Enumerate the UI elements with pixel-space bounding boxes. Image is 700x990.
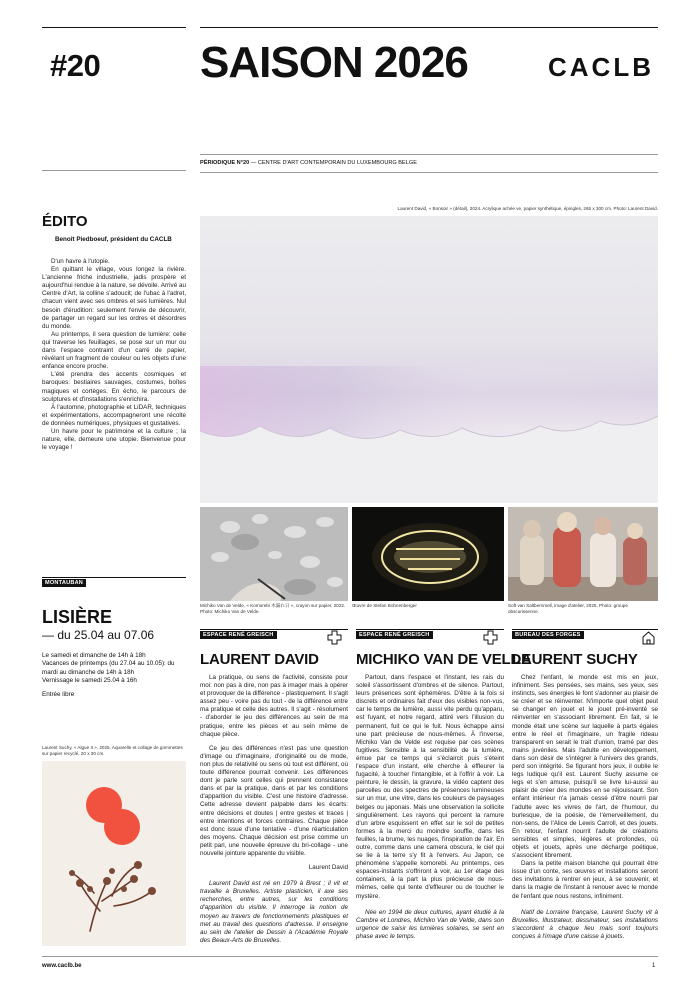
- edito-body: [42, 258, 186, 452]
- col3-body: [512, 674, 658, 941]
- lisiere-title: LISIÈRE: [42, 607, 113, 627]
- photo-figurines: [508, 507, 658, 601]
- photo-mid-caption: Œuvre de Stefan Bohnenberger: [352, 603, 417, 608]
- lisiere-holiday-hours: Vacances de printemps (du 27.04 au 10.05): du mardi au dimanche de 14h à 18h: [42, 660, 175, 676]
- edito-paragraph: Au printemps, il sera question de lumière: celle qui traverse les feuillages, se pose sur un mur ou dans l'espace contraint d'un carré de papier, révélant un fragment de couleur ou les objets d'une enfance encore proche.: [42, 330, 186, 371]
- lisiere-rule: [42, 577, 186, 578]
- season-title: SAISON 2026: [200, 38, 468, 87]
- periodical-rule-top: [200, 154, 658, 155]
- edito-title: ÉDITO: [42, 213, 88, 230]
- col1-bio: Laurent David est né en 1979 à Brest ; il vit et travaille à Bruxelles. Artiste plasticien, il axe ses recherches, entre autres, sur les conditions d'apparition du visible. Il interroge la notion de moyen au travers de fonctionnements plastiques et met au travail des questions d'adresse. Il enseigne au sein de l'atelier de Dessin à l'Académie Royale des Beaux-Arts de Bruxelles.: [200, 880, 348, 944]
- col1-body: [200, 674, 348, 945]
- lisiere-info: [42, 652, 192, 699]
- col3-paragraph: Chez l'enfant, le monde est mis en jeux, infiniment. Ses pensées, ses mains, ses yeux, ses instincts, ses énergies le font s'adonner au plaisir de se créer et se réinventer. N'importe quel objet peut se changer en jouet et le jouet pré-inventé se réinventer en s'associant librement. En fait, si le monde était une scène sur laquelle à parts égales entre le réel et l'imaginaire, un fragile rideau transparent en serait le trait d'union, tramé par des mains juvéniles. Mais l'adulte en développement, dans son désir de s'intégrer à l'univers des grands, perd son intégrité. Se figurant hors jeux, il oublie le legs ludique qu'il est. Laurent Suchy assume ce legs et s'en amuse, puisqu'il se livre lui-aussi au plaisir de créer des mondes en se réjouissant. Son enfant intérieur n'a jamais cessé d'être nourri par l'adulte avec les vivres de l'art, de l'humour, du burlesque, de la poésie, de l'émerveillement, du non-sens, de l'Alice de Lewis Carroll, et des jouets. En retour, l'enfant nourrit l'adulte de créations sensibles et simples, légères et profondes, où objets et jouets, après une décharge poétique, s'associent librement.: [512, 674, 658, 860]
- col1-signature: Laurent David: [308, 864, 348, 872]
- periodical-label: PÉRIODIQUE N°20: [200, 160, 250, 166]
- caclb-logo: CACLB: [548, 52, 654, 82]
- edito-author: Benoît Piedboeuf, président du CACLB: [55, 236, 172, 243]
- house-icon: [641, 630, 656, 645]
- col2-bio: Née en 1994 de deux cultures, ayant étudié à la Cambre et Londres, Michiko Van de Velde, dans son urgence de saisir les lumières solaires, se sent en phase avec le temps.: [356, 908, 504, 940]
- col1-tag: ESPACE RENÉ GREISCH: [200, 631, 277, 639]
- col1-paragraph: La pratique, ou sens de l'activité, consiste pour moi: non pas à dire, non pas à imager mais à opérer et provoquer de la différence - plastiquement. Il s'agit assez peu - voire pas du tout - de la différence entre ma pratique et celle des autres. Il s'agit - résolument - d'aborder le jeu des différences au sein de ma pratique, entre les pièces et au sein même de chaque pièce.: [200, 674, 348, 738]
- col1-rule: [200, 629, 348, 630]
- periodical-rule-bottom: [200, 172, 658, 173]
- hero-image: [200, 216, 658, 503]
- col2-body: [356, 674, 504, 941]
- algue-artwork: [42, 761, 186, 946]
- edito-paragraph: En quittant le village, vous longez la rivière. L'ancienne friche industrielle, jadis prospère et aujourd'hui rendue à la nature, se dévoile. Arrivé au Centre d'Art, la colline s'adoucit; de l'ubac à l'adret, chacun vient avec ses ombres et ses lumières. Nul besoin d'érudition: seulement l'envie de découvrir, de partager un regard sur les ordres et désordres du monde.: [42, 266, 186, 330]
- col1-paragraph: Ce jeu des différences n'est pas une question d'image ou d'imaginaire, d'originalité ou de mode, non plus de relativité ou sens où tout est différent, où toute différence pourrait convenir. Les différences dont je parle sont celles qui prennent consistance dans et par la pratique, dans et par les conditions d'apparition du visible. C'est une histoire d'adresse. Cette adresse devient palpable dans les écarts: entre décisions et doutes | entre gestes et traces | entre intentions et forces contraires. Chaque pièce est donc issue d'une tentative - d'une réarticulation des moyens. Chaque décision est prise comme un petit pari, une nouvelle épreuve du bri-collage - une nouvelle jointure apparente du visible.: [200, 744, 348, 857]
- lisiere-vernissage: Vernissage le samedi 25.04 à 16h: [42, 677, 137, 685]
- col3-tag: BUREAU DES FORGES: [512, 631, 584, 639]
- page-number: 1: [652, 963, 656, 969]
- footer-url[interactable]: www.caclb.be: [42, 963, 82, 969]
- periodical-line: [200, 160, 417, 166]
- header-rule-left: [42, 27, 186, 28]
- cross-icon: [327, 630, 342, 645]
- cross-icon: [483, 630, 498, 645]
- col2-title: MICHIKO VAN DE VELDE: [356, 651, 531, 668]
- photo-right-caption: Soft van Saltbernmell, image d'atelier, 2025. Photo: groupe obscurissenne.: [508, 603, 628, 614]
- header-rule-right: [200, 27, 658, 28]
- lisiere-tag: MONTAUBAN: [42, 579, 86, 587]
- photo-komorebi: [200, 507, 348, 601]
- edito-paragraph: Un havre pour le patrimoine et la culture ; la nature, elle, demeure une utopie. Bienvenue pour le voyage !: [42, 427, 186, 452]
- periodical-desc: — CENTRE D'ART CONTEMPORAIN DU LUXEMBOURG BELGE: [250, 160, 417, 166]
- photo-left-caption: Michiko Van de Velde, « Komorebi 木漏れ日 », crayon sur papier, 2022. Photo: Michiko Van de Velde.: [200, 603, 346, 614]
- col2-paragraph: Partout, dans l'espace et l'instant, les rais du soleil s'assortissent d'ombres et de silence. Partout, leurs présences sont éphémères. D'être à la fois si discrets et ordinaires fait d'eux des visibles non-vus, car le temps de lumière, aussi vite perdu qu'apparu, est fuyant, et notre regard, attiré vers l'illusion du permanent, fuit ce qui le fuit. Nous échappe ainsi une part précieuse de nous-mêmes. À l'inverse, Michiko Van de Velde est requise par ces scènes fugitives. Sensible à la sensibilité de la lumière, émue par ce temps qui s'éclaircit puis s'éteint l'espace d'un instant, elle cherche à effleurer la fugacité, à toucher l'intangible, et à l'offrir à voir. La peinture, le dessin, la gravure, la vidéo captent des parcelles ou des spectres de présences lumineuses sur un mur, une vitre, dans les couleurs de paysages belges ou japonais. Mais une observation la sollicite singulièrement. Les rayons qui percent la ramure d'un arbre esquissent en effet sur le sol de petites formes à la merci du moindre souffle, dans les feuilles, la brume, les nuages, l'inspiration de l'air. En outre, comme dans une camera obscura, le ciel qui se lie à la terre s'y fit à l'envers. Au Japon, ce phénomène s'appelle komorebi. Au printemps, ces espaces-instants s'offriront à voir, au 1er étage des containers, à la part la plus précieuse de nous-mêmes, celle qui tente d'effleurer ou de toucher le mystère.: [356, 674, 504, 900]
- periodical-rule-left: [42, 170, 186, 171]
- edito-paragraph: D'un havre à l'utopie.: [51, 258, 110, 265]
- col3-bio: Natif de Lorraine française, Laurent Suchy vit à Bruxelles. Illustrateur, dessinateur, ses installations s'accordent à chaque lieu mais sont toujours conçues à l'image d'une caisse à jouets.: [512, 908, 658, 940]
- col3-rule: [512, 629, 658, 630]
- lisiere-dates: — du 25.04 au 07.06: [42, 628, 155, 642]
- col3-paragraph: Dans la petite maison blanche qui pourrait être issue d'un conte, ses œuvres et installations seront des invitations à rentrer en jeux, à se souvenir, et dans la magie de l'instant à renouer avec le monde de l'enfant que nous restons, infiniment.: [512, 860, 658, 900]
- lisiere-caption: Laurent Suchy, « Algue II », 2025. Aquarelle et collage de gommettes sur papier recyclé, 20 x 30 cm.: [42, 745, 183, 756]
- issue-number: #20: [50, 48, 101, 83]
- photo-light-installation: [352, 507, 504, 601]
- lisiere-entry: Entrée libre: [42, 690, 75, 698]
- col2-tag: ESPACE RENÉ GREISCH: [356, 631, 433, 639]
- hero-caption: Laurent David, « Bonsoir » (détail), 2024. Acrylique achée ve, papier synthétique, épingles, 265 x 300 cm. Photo: Laurent David.: [397, 206, 658, 211]
- col1-title: LAURENT DAVID: [200, 651, 319, 668]
- col2-rule: [356, 629, 504, 630]
- edito-paragraph: À l'automne, photographie et LiDAR, techniques et expérimentations, accompagneront une récolte de données numériques, physiques et gustatives.: [42, 403, 186, 427]
- lisiere-hours: Le samedi et dimanche de 14h à 18h: [42, 652, 146, 659]
- col3-title: LAURENT SUCHY: [512, 651, 638, 668]
- edito-paragraph: L'été prendra des accents cosmiques et baroques: bestiaires sauvages, costumes, boîtes magiques et cortèges. En écho, le parcours de sculptures et d'installations s'enrichira.: [42, 371, 186, 403]
- footer-rule: [42, 956, 658, 957]
